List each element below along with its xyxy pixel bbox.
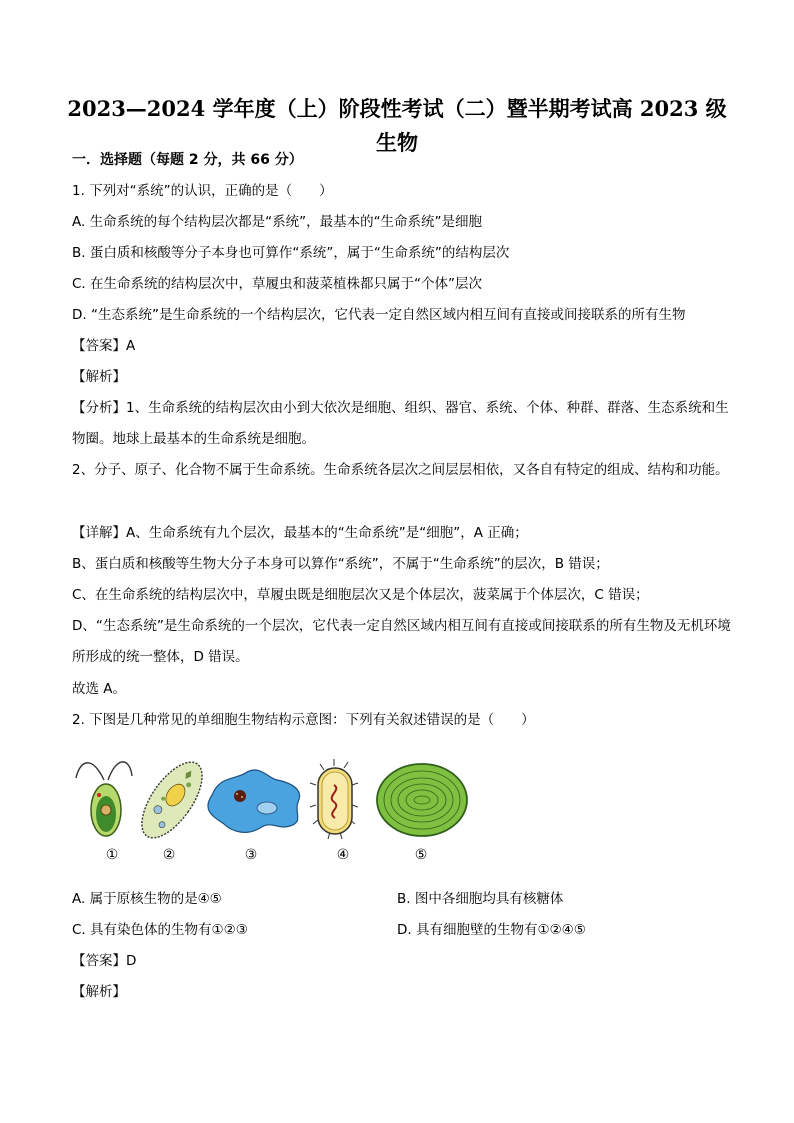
q1-option-c: C. 在生命系统的结构层次中，草履虫和菠菜植株都只属于“个体”层次 [72, 276, 482, 292]
q1-answer: 【答案】A [72, 338, 136, 354]
figure-label-4: ④ [336, 847, 350, 863]
q2-option-c: C. 具有染色体的生物有①②③ [72, 922, 248, 938]
q2-option-a: A. 属于原核生物的是④⑤ [72, 891, 222, 907]
q2-analysis-label: 【解析】 [72, 984, 126, 1000]
q1-analysis-1: 【分析】1、生命系统的结构层次由小到大依次是细胞、组织、器官、系统、个体、种群、群落、生态系统和生物圈。地球上最基本的生命系统是细胞。 [72, 400, 729, 447]
figure-label-2: ② [162, 847, 176, 863]
q1-analysis-label: 【解析】 [72, 369, 126, 385]
q1-detail-a: 【详解】A、生命系统有九个层次，最基本的“生命系统”是“细胞”，A 正确； [72, 525, 528, 541]
cyanobacterium-image [377, 764, 467, 836]
paramecium-image [130, 752, 213, 845]
figure-label-5: ⑤ [414, 847, 428, 863]
q1-stem: 1. 下列对“系统”的认识，正确的是（ ） [72, 183, 333, 199]
q1-conclusion: 故选 A。 [72, 681, 127, 697]
chlamydomonas-image [76, 762, 132, 836]
cells-illustration [72, 750, 472, 845]
q2-option-d: D. 具有细胞壁的生物有①②④⑤ [397, 922, 586, 938]
document-title: 2023—2024 学年度（上）阶段性考试（二）暨半期考试高 2023 级生物 [67, 96, 727, 155]
amoeba-image [208, 770, 300, 832]
section-heading: 一．选择题（每题 2 分，共 66 分） [72, 152, 303, 168]
q1-option-a: A. 生命系统的每个结构层次都是“系统”，最基本的“生命系统”是细胞 [72, 214, 483, 230]
q1-option-d: D. “生态系统”是生命系统的一个结构层次，它代表一定自然区域内相互间有直接或间接联系的所有生物 [72, 307, 686, 323]
q1-detail-b: B、蛋白质和核酸等生物大分子本身可以算作“系统”，不属于“生命系统”的层次，B 错误； [72, 556, 609, 572]
figure-label-1: ① [105, 847, 119, 863]
q2-option-b: B. 图中各细胞均具有核糖体 [397, 891, 564, 907]
q1-detail-d: D、“生态系统”是生命系统的一个层次，它代表一定自然区域内相互间有直接或间接联系的所有生物及无机环境所形成的统一整体，D 错误。 [72, 618, 731, 665]
q2-figure [72, 750, 472, 868]
q2-stem: 2. 下图是几种常见的单细胞生物结构示意图：下列有关叙述错误的是（ ） [72, 712, 535, 728]
q1-analysis-2: 2、分子、原子、化合物不属于生命系统。生命系统各层次之间层层相依，又各自有特定的组成、结构和功能。 [72, 462, 729, 478]
q1-detail-c: C、在生命系统的结构层次中，草履虫既是细胞层次又是个体层次，菠菜属于个体层次，C 错误； [72, 587, 649, 603]
figure-label-3: ③ [244, 847, 258, 863]
bacterium-image [310, 759, 358, 839]
q1-option-b: B. 蛋白质和核酸等分子本身也可算作“系统”，属于“生命系统”的结构层次 [72, 245, 510, 261]
q2-answer: 【答案】D [72, 953, 137, 969]
